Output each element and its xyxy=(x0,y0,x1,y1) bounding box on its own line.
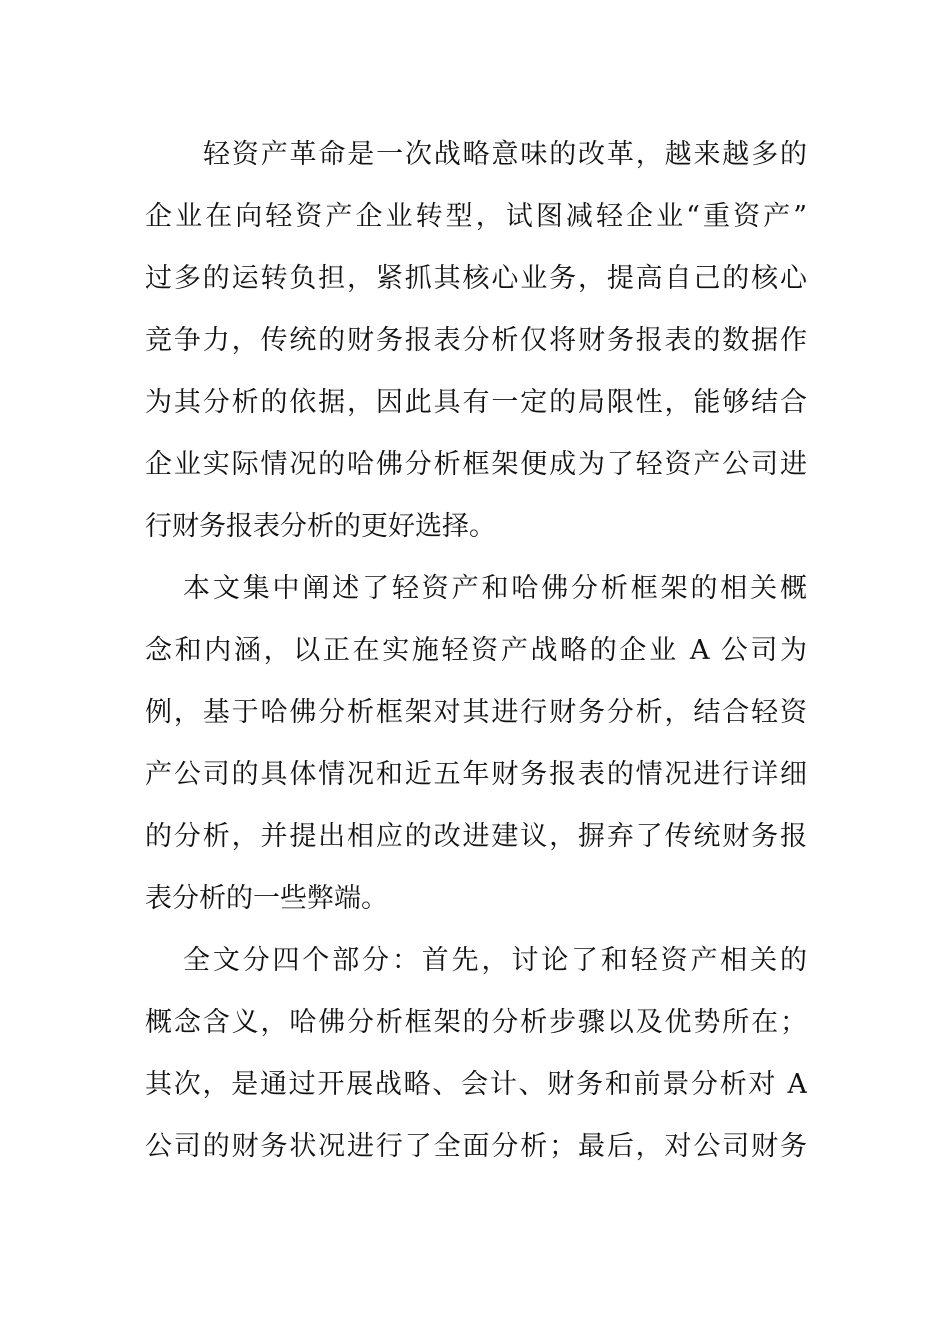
text-line: 产公司的具体情况和近五年财务报表的情况进行详细 xyxy=(145,759,807,790)
text-line: 轻资产革命是一次战略意味的改革，越来越多的 xyxy=(203,139,807,170)
text-line: 公司的财务状况进行了全面分析；最后，对公司财务 xyxy=(145,1131,807,1162)
paragraph-2 xyxy=(145,558,807,930)
text-line: 全文分四个部分：首先，讨论了和轻资产相关的 xyxy=(183,945,807,976)
text-line: 概念含义，哈佛分析框架的分析步骤以及优势所在； xyxy=(145,1007,807,1038)
text-line: 竞争力，传统的财务报表分析仅将财务报表的数据作 xyxy=(145,325,807,356)
text-line: 的分析，并提出相应的改进建议，摒弃了传统财务报 xyxy=(145,821,807,852)
text-line: 企业实际情况的哈佛分析框架便成为了轻资产公司进 xyxy=(145,449,807,480)
text-line: 表分析的一些弊端。 xyxy=(145,883,388,914)
text-line: 企业在向轻资产企业转型，试图减轻企业“重资产” xyxy=(145,201,807,232)
text-line: 其次，是通过开展战略、会计、财务和前景分析对 A xyxy=(145,1069,807,1100)
paragraph-1 xyxy=(145,124,807,558)
paragraph-3 xyxy=(145,930,807,1178)
text-line: 念和内涵，以正在实施轻资产战略的企业 A 公司为 xyxy=(145,635,807,666)
text-line: 例，基于哈佛分析框架对其进行财务分析，结合轻资 xyxy=(145,697,807,728)
text-line: 本文集中阐述了轻资产和哈佛分析框架的相关概 xyxy=(183,573,807,604)
text-line: 为其分析的依据，因此具有一定的局限性，能够结合 xyxy=(145,387,807,418)
document-body xyxy=(145,124,807,1178)
text-line: 行财务报表分析的更好选择。 xyxy=(145,511,496,542)
text-line: 过多的运转负担，紧抓其核心业务，提高自己的核心 xyxy=(145,263,807,294)
